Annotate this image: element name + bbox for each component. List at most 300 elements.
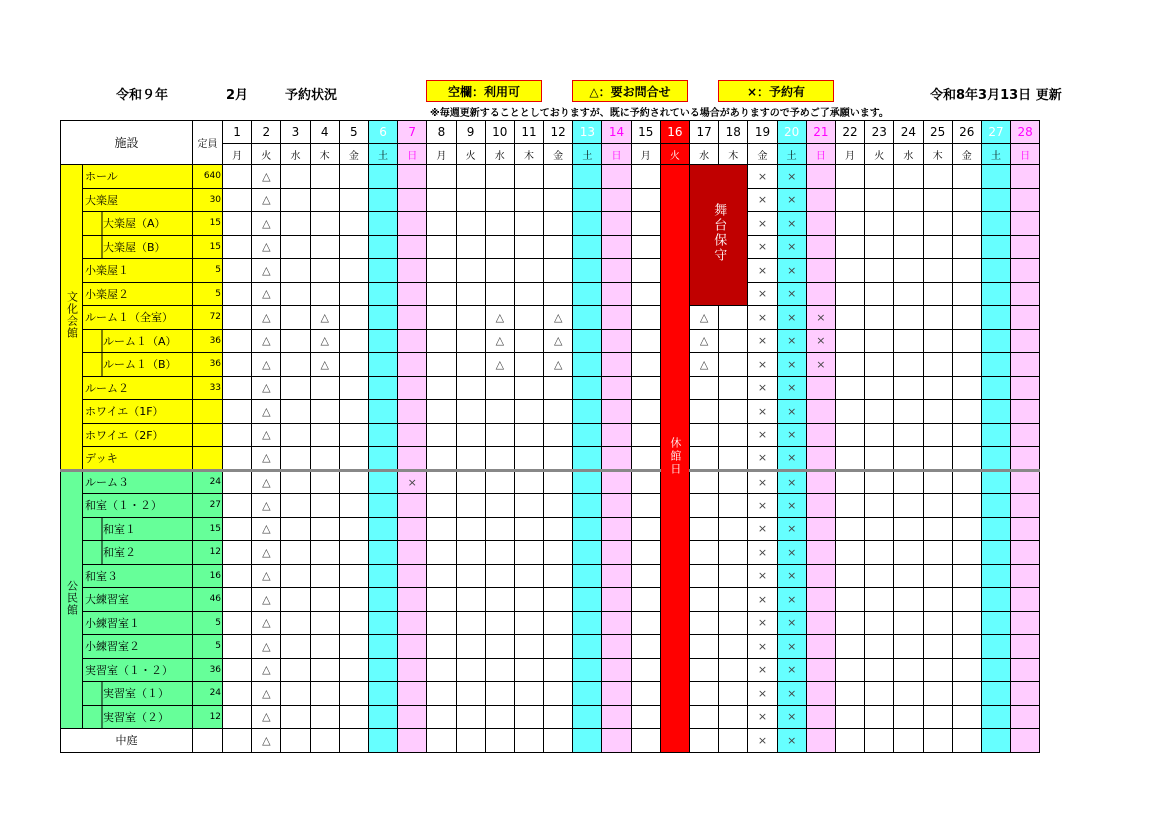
schedule-cell bbox=[223, 447, 252, 471]
facility-name: 中庭 bbox=[61, 729, 193, 753]
schedule-cell bbox=[573, 329, 602, 353]
schedule-cell bbox=[602, 635, 631, 659]
schedule-cell: △ bbox=[252, 682, 281, 706]
schedule-cell bbox=[398, 306, 427, 330]
schedule-cell bbox=[514, 423, 543, 447]
table-row bbox=[61, 470, 1040, 494]
schedule-cell bbox=[310, 682, 339, 706]
schedule-cell bbox=[894, 376, 923, 400]
schedule-cell bbox=[427, 165, 456, 189]
weekday-27: 土 bbox=[981, 144, 1010, 165]
schedule-cell: × bbox=[806, 329, 835, 353]
table-row bbox=[61, 165, 1040, 189]
schedule-cell bbox=[339, 353, 368, 377]
schedule-cell bbox=[835, 376, 864, 400]
weekday-9: 火 bbox=[456, 144, 485, 165]
facility-name: 実習室（２） bbox=[83, 705, 193, 729]
weekday-16: 火 bbox=[660, 144, 689, 165]
day-number-18: 18 bbox=[719, 121, 748, 144]
schedule-cell bbox=[544, 235, 573, 259]
schedule-cell: △ bbox=[252, 306, 281, 330]
schedule-cell bbox=[456, 611, 485, 635]
schedule-cell bbox=[835, 682, 864, 706]
schedule-cell: × bbox=[748, 682, 777, 706]
table-row bbox=[61, 329, 1040, 353]
schedule-cell bbox=[602, 588, 631, 612]
schedule-cell bbox=[544, 165, 573, 189]
schedule-cell bbox=[456, 353, 485, 377]
schedule-cell bbox=[631, 635, 660, 659]
facility-capacity: 36 bbox=[193, 658, 223, 682]
facility-capacity bbox=[193, 729, 223, 753]
schedule-cell bbox=[514, 400, 543, 424]
weekday-24: 水 bbox=[894, 144, 923, 165]
schedule-cell bbox=[456, 235, 485, 259]
schedule-cell bbox=[223, 282, 252, 306]
schedule-cell bbox=[398, 376, 427, 400]
schedule-cell bbox=[310, 235, 339, 259]
schedule-cell bbox=[427, 447, 456, 471]
schedule-cell: × bbox=[777, 541, 806, 565]
schedule-cell bbox=[690, 423, 719, 447]
schedule-cell: △ bbox=[252, 376, 281, 400]
schedule-cell bbox=[923, 541, 952, 565]
schedule-cell bbox=[1011, 517, 1040, 541]
schedule-cell bbox=[485, 235, 514, 259]
weekday-14: 日 bbox=[602, 144, 631, 165]
schedule-cell bbox=[981, 165, 1010, 189]
schedule-cell: △ bbox=[252, 165, 281, 189]
schedule-cell: △ bbox=[252, 564, 281, 588]
day-number-21: 21 bbox=[806, 121, 835, 144]
schedule-cell bbox=[602, 729, 631, 753]
schedule-cell bbox=[368, 376, 397, 400]
schedule-cell: × bbox=[777, 329, 806, 353]
schedule-cell bbox=[456, 494, 485, 518]
facility-name: 実習室（１） bbox=[83, 682, 193, 706]
schedule-cell bbox=[573, 705, 602, 729]
schedule-cell bbox=[865, 165, 894, 189]
schedule-cell bbox=[281, 282, 310, 306]
schedule-cell bbox=[894, 541, 923, 565]
schedule-cell bbox=[427, 306, 456, 330]
schedule-cell bbox=[427, 212, 456, 236]
schedule-cell bbox=[865, 682, 894, 706]
schedule-cell bbox=[339, 423, 368, 447]
schedule-cell bbox=[923, 729, 952, 753]
schedule-cell: △ bbox=[252, 729, 281, 753]
update-note: ※毎週更新することとしておりますが、既に予約されている場合がありますので予めご了承願います。 bbox=[430, 108, 889, 119]
schedule-cell bbox=[310, 212, 339, 236]
schedule-cell bbox=[427, 259, 456, 283]
table-row bbox=[61, 564, 1040, 588]
schedule-cell bbox=[631, 729, 660, 753]
schedule-cell bbox=[719, 705, 748, 729]
schedule-cell bbox=[719, 541, 748, 565]
schedule-cell bbox=[281, 353, 310, 377]
schedule-cell: × bbox=[748, 517, 777, 541]
schedule-cell bbox=[894, 729, 923, 753]
schedule-cell bbox=[952, 470, 981, 494]
schedule-cell bbox=[485, 423, 514, 447]
schedule-cell bbox=[398, 447, 427, 471]
schedule-cell: × bbox=[748, 658, 777, 682]
schedule-cell bbox=[456, 470, 485, 494]
schedule-cell bbox=[1011, 423, 1040, 447]
schedule-cell bbox=[514, 353, 543, 377]
schedule-cell bbox=[339, 306, 368, 330]
schedule-cell bbox=[427, 376, 456, 400]
schedule-cell bbox=[631, 235, 660, 259]
schedule-cell bbox=[368, 494, 397, 518]
day-number-25: 25 bbox=[923, 121, 952, 144]
schedule-cell bbox=[427, 235, 456, 259]
schedule-cell bbox=[456, 729, 485, 753]
schedule-cell bbox=[806, 588, 835, 612]
schedule-cell: × bbox=[777, 564, 806, 588]
schedule-cell bbox=[923, 588, 952, 612]
schedule-cell bbox=[398, 212, 427, 236]
facility-capacity: 15 bbox=[193, 212, 223, 236]
schedule-cell bbox=[544, 470, 573, 494]
facility-capacity: 640 bbox=[193, 165, 223, 189]
facility-capacity: 5 bbox=[193, 282, 223, 306]
schedule-cell: × bbox=[748, 329, 777, 353]
schedule-cell bbox=[631, 306, 660, 330]
schedule-cell: × bbox=[748, 564, 777, 588]
weekday-25: 木 bbox=[923, 144, 952, 165]
schedule-cell bbox=[223, 423, 252, 447]
table-row bbox=[61, 423, 1040, 447]
weekday-19: 金 bbox=[748, 144, 777, 165]
weekday-10: 水 bbox=[485, 144, 514, 165]
schedule-cell bbox=[544, 705, 573, 729]
facility-capacity: 72 bbox=[193, 306, 223, 330]
schedule-cell: × bbox=[777, 729, 806, 753]
schedule-cell: △ bbox=[310, 329, 339, 353]
schedule-cell bbox=[923, 423, 952, 447]
schedule-cell bbox=[719, 353, 748, 377]
schedule-cell bbox=[514, 282, 543, 306]
schedule-cell bbox=[368, 282, 397, 306]
schedule-cell bbox=[223, 353, 252, 377]
schedule-cell bbox=[281, 447, 310, 471]
schedule-cell bbox=[865, 353, 894, 377]
weekday-28: 日 bbox=[1011, 144, 1040, 165]
schedule-cell bbox=[835, 400, 864, 424]
facility-capacity: 24 bbox=[193, 682, 223, 706]
schedule-cell bbox=[952, 400, 981, 424]
schedule-cell: × bbox=[777, 400, 806, 424]
schedule-cell bbox=[602, 470, 631, 494]
day-number-24: 24 bbox=[894, 121, 923, 144]
schedule-cell bbox=[602, 564, 631, 588]
schedule-cell bbox=[427, 423, 456, 447]
table-row bbox=[61, 517, 1040, 541]
schedule-cell bbox=[952, 447, 981, 471]
schedule-cell bbox=[981, 212, 1010, 236]
schedule-cell bbox=[339, 212, 368, 236]
schedule-cell bbox=[281, 705, 310, 729]
schedule-cell: × bbox=[748, 494, 777, 518]
schedule-cell bbox=[894, 165, 923, 189]
weekday-1: 月 bbox=[223, 144, 252, 165]
table-row bbox=[61, 353, 1040, 377]
schedule-cell bbox=[339, 494, 368, 518]
schedule-cell bbox=[1011, 353, 1040, 377]
schedule-cell: △ bbox=[310, 306, 339, 330]
schedule-cell bbox=[223, 212, 252, 236]
schedule-cell bbox=[485, 541, 514, 565]
schedule-cell bbox=[310, 541, 339, 565]
weekday-4: 木 bbox=[310, 144, 339, 165]
schedule-cell: △ bbox=[544, 329, 573, 353]
schedule-cell bbox=[981, 588, 1010, 612]
schedule-cell bbox=[223, 400, 252, 424]
schedule-cell bbox=[894, 494, 923, 518]
schedule-cell bbox=[1011, 729, 1040, 753]
schedule-cell bbox=[573, 400, 602, 424]
schedule-cell: △ bbox=[252, 447, 281, 471]
schedule-cell: × bbox=[777, 353, 806, 377]
schedule-cell bbox=[690, 400, 719, 424]
schedule-cell bbox=[835, 212, 864, 236]
schedule-cell bbox=[981, 235, 1010, 259]
table-row bbox=[61, 188, 1040, 212]
schedule-cell bbox=[952, 729, 981, 753]
schedule-cell bbox=[339, 564, 368, 588]
schedule-cell bbox=[398, 611, 427, 635]
facility-capacity: 33 bbox=[193, 376, 223, 400]
schedule-cell bbox=[952, 306, 981, 330]
schedule-cell: △ bbox=[485, 329, 514, 353]
schedule-cell bbox=[952, 564, 981, 588]
schedule-cell bbox=[865, 306, 894, 330]
schedule-cell bbox=[894, 423, 923, 447]
schedule-cell bbox=[835, 470, 864, 494]
reservation-table bbox=[60, 120, 1040, 753]
schedule-cell bbox=[981, 682, 1010, 706]
schedule-cell bbox=[835, 353, 864, 377]
schedule-cell bbox=[223, 682, 252, 706]
schedule-cell bbox=[690, 494, 719, 518]
schedule-cell: △ bbox=[252, 329, 281, 353]
schedule-cell bbox=[223, 470, 252, 494]
schedule-cell bbox=[281, 400, 310, 424]
weekday-2: 火 bbox=[252, 144, 281, 165]
schedule-cell bbox=[398, 541, 427, 565]
schedule-cell bbox=[806, 165, 835, 189]
month-label: 2月 bbox=[226, 88, 249, 103]
schedule-cell bbox=[514, 188, 543, 212]
schedule-cell bbox=[368, 541, 397, 565]
table-row bbox=[61, 400, 1040, 424]
schedule-cell: × bbox=[777, 494, 806, 518]
schedule-cell bbox=[339, 259, 368, 283]
schedule-cell bbox=[398, 235, 427, 259]
facility-name: 和室１ bbox=[83, 517, 193, 541]
facility-capacity: 30 bbox=[193, 188, 223, 212]
schedule-cell bbox=[631, 541, 660, 565]
schedule-cell bbox=[719, 729, 748, 753]
schedule-cell bbox=[602, 658, 631, 682]
facility-capacity: 36 bbox=[193, 329, 223, 353]
schedule-cell bbox=[1011, 259, 1040, 283]
schedule-cell bbox=[719, 635, 748, 659]
schedule-cell bbox=[456, 517, 485, 541]
schedule-cell: × bbox=[748, 353, 777, 377]
schedule-cell bbox=[514, 259, 543, 283]
schedule-cell bbox=[339, 611, 368, 635]
schedule-cell bbox=[1011, 329, 1040, 353]
facility-name: ホワイエ（1F） bbox=[83, 400, 193, 424]
schedule-cell bbox=[835, 447, 864, 471]
schedule-cell bbox=[456, 423, 485, 447]
schedule-cell bbox=[573, 682, 602, 706]
schedule-cell bbox=[485, 611, 514, 635]
schedule-cell bbox=[573, 635, 602, 659]
schedule-cell bbox=[427, 329, 456, 353]
schedule-cell bbox=[1011, 611, 1040, 635]
schedule-cell bbox=[514, 470, 543, 494]
schedule-cell bbox=[865, 705, 894, 729]
schedule-cell bbox=[1011, 400, 1040, 424]
schedule-cell bbox=[602, 705, 631, 729]
schedule-cell: × bbox=[748, 306, 777, 330]
schedule-cell bbox=[806, 494, 835, 518]
schedule-cell bbox=[806, 470, 835, 494]
schedule-cell bbox=[223, 494, 252, 518]
schedule-cell bbox=[865, 282, 894, 306]
schedule-cell bbox=[1011, 376, 1040, 400]
schedule-cell bbox=[981, 541, 1010, 565]
schedule-cell bbox=[544, 376, 573, 400]
schedule-cell bbox=[281, 635, 310, 659]
legend-reserved: ×：予約有 bbox=[718, 80, 834, 102]
facility-name: 大練習室 bbox=[83, 588, 193, 612]
schedule-cell bbox=[865, 376, 894, 400]
schedule-cell: △ bbox=[252, 517, 281, 541]
schedule-cell bbox=[865, 188, 894, 212]
schedule-cell bbox=[631, 588, 660, 612]
schedule-cell bbox=[719, 423, 748, 447]
schedule-cell bbox=[952, 611, 981, 635]
schedule-cell bbox=[690, 541, 719, 565]
schedule-cell bbox=[427, 729, 456, 753]
schedule-cell bbox=[368, 212, 397, 236]
schedule-cell bbox=[952, 705, 981, 729]
schedule-cell bbox=[865, 658, 894, 682]
schedule-cell bbox=[1011, 494, 1040, 518]
schedule-cell bbox=[368, 447, 397, 471]
weekday-17: 水 bbox=[690, 144, 719, 165]
schedule-cell bbox=[368, 564, 397, 588]
schedule-cell: × bbox=[777, 658, 806, 682]
schedule-cell bbox=[894, 212, 923, 236]
schedule-cell bbox=[281, 165, 310, 189]
weekday-12: 金 bbox=[544, 144, 573, 165]
schedule-cell bbox=[835, 165, 864, 189]
schedule-cell: × bbox=[748, 212, 777, 236]
schedule-cell bbox=[602, 259, 631, 283]
schedule-cell bbox=[427, 494, 456, 518]
schedule-cell bbox=[1011, 212, 1040, 236]
weekday-20: 土 bbox=[777, 144, 806, 165]
facility-name: 和室３ bbox=[83, 564, 193, 588]
schedule-cell bbox=[1011, 658, 1040, 682]
schedule-cell bbox=[223, 541, 252, 565]
schedule-cell bbox=[573, 423, 602, 447]
schedule-cell bbox=[573, 376, 602, 400]
stage-maintenance-label: 舞台保守 bbox=[711, 203, 727, 263]
schedule-cell bbox=[865, 611, 894, 635]
schedule-cell bbox=[281, 376, 310, 400]
day-number-27: 27 bbox=[981, 121, 1010, 144]
schedule-cell bbox=[310, 400, 339, 424]
schedule-cell bbox=[806, 564, 835, 588]
facility-name: 実習室（１・２） bbox=[83, 658, 193, 682]
schedule-cell bbox=[981, 564, 1010, 588]
schedule-cell bbox=[310, 588, 339, 612]
schedule-cell bbox=[456, 259, 485, 283]
schedule-cell: × bbox=[748, 259, 777, 283]
schedule-cell bbox=[806, 376, 835, 400]
table-row bbox=[61, 259, 1040, 283]
schedule-cell bbox=[719, 470, 748, 494]
schedule-cell bbox=[894, 611, 923, 635]
schedule-cell bbox=[544, 447, 573, 471]
schedule-cell bbox=[1011, 306, 1040, 330]
schedule-cell bbox=[835, 423, 864, 447]
day-number-23: 23 bbox=[865, 121, 894, 144]
schedule-cell bbox=[719, 611, 748, 635]
schedule-cell bbox=[368, 188, 397, 212]
schedule-cell bbox=[1011, 447, 1040, 471]
schedule-cell: △ bbox=[252, 705, 281, 729]
stage-maintenance-cell bbox=[690, 165, 748, 306]
schedule-cell bbox=[223, 517, 252, 541]
schedule-cell bbox=[514, 165, 543, 189]
day-number-8: 8 bbox=[427, 121, 456, 144]
schedule-cell bbox=[952, 282, 981, 306]
schedule-cell bbox=[923, 470, 952, 494]
facility-name: 大楽屋 bbox=[83, 188, 193, 212]
section-label bbox=[61, 165, 83, 471]
schedule-cell bbox=[602, 423, 631, 447]
schedule-cell bbox=[398, 494, 427, 518]
schedule-cell bbox=[339, 447, 368, 471]
schedule-cell bbox=[894, 306, 923, 330]
schedule-cell bbox=[1011, 235, 1040, 259]
schedule-cell: × bbox=[777, 635, 806, 659]
schedule-cell bbox=[631, 188, 660, 212]
schedule-cell bbox=[544, 212, 573, 236]
facility-name: デッキ bbox=[83, 447, 193, 471]
schedule-cell bbox=[427, 588, 456, 612]
schedule-cell bbox=[981, 188, 1010, 212]
schedule-cell bbox=[981, 517, 1010, 541]
schedule-cell bbox=[865, 235, 894, 259]
schedule-cell bbox=[952, 188, 981, 212]
schedule-cell bbox=[573, 282, 602, 306]
schedule-cell bbox=[865, 729, 894, 753]
schedule-cell: × bbox=[748, 705, 777, 729]
schedule-cell bbox=[894, 447, 923, 471]
schedule-cell: △ bbox=[252, 470, 281, 494]
schedule-cell bbox=[602, 682, 631, 706]
day-number-2: 2 bbox=[252, 121, 281, 144]
schedule-cell bbox=[485, 400, 514, 424]
